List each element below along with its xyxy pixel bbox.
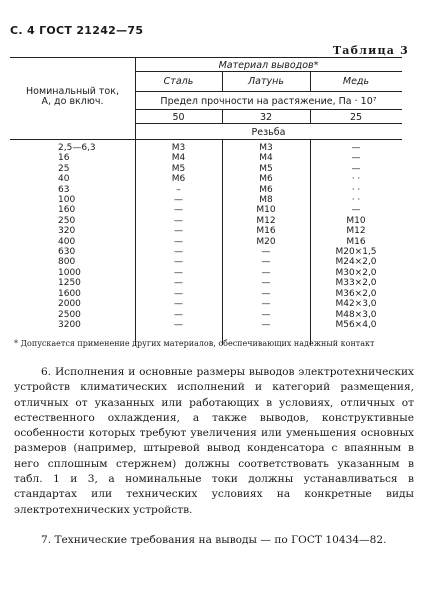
current-cell: 25 (58, 163, 70, 174)
current-cell: 2,5—6,3 (58, 143, 96, 153)
current-cell: 1600 (58, 288, 81, 299)
copper-cell: · · (351, 174, 361, 185)
current-cell: 63 (58, 184, 70, 195)
steel-cell: М5 (171, 163, 186, 174)
current-column (58, 143, 128, 330)
copper-cell: М36×2,0 (335, 288, 377, 299)
brass-cell: — (261, 267, 271, 278)
brass-column (222, 143, 310, 330)
brass-cell: М6 (259, 184, 273, 195)
material-header: Материал выводов* (218, 60, 319, 71)
copper-cell: · · (351, 195, 361, 206)
current-cell: 250 (58, 215, 76, 226)
current-cell: 630 (58, 247, 76, 258)
brass-cell: М4 (259, 153, 273, 164)
current-cell: 320 (58, 226, 76, 237)
table-top-rule (10, 57, 402, 58)
row-header-line-2: А, до включ. (41, 96, 104, 107)
names-rule (135, 91, 402, 92)
brass-cell: — (261, 288, 271, 299)
strength-copper: 25 (349, 112, 363, 123)
page-header: С. 4 ГОСТ 21242—75 (10, 24, 144, 37)
copper-cell: М42×3,0 (335, 299, 377, 310)
brass-cell: М20 (256, 236, 276, 247)
copper-cell: М10 (346, 215, 366, 226)
copper-cell: М48×3,0 (335, 309, 377, 320)
current-cell: 1000 (58, 267, 81, 278)
steel-cell: – (176, 184, 181, 195)
copper-cell: М56×4,0 (335, 319, 377, 330)
copper-cell: М30×2,0 (335, 267, 377, 278)
copper-cell: — (351, 163, 361, 174)
strength-rule (135, 109, 402, 110)
current-cell: 40 (58, 174, 70, 185)
brass-cell: — (261, 319, 271, 330)
brass-cell: — (261, 278, 271, 289)
material-rule (135, 71, 402, 72)
steel-cell: — (174, 309, 183, 320)
copper-cell: М12 (346, 226, 366, 237)
current-cell: 400 (58, 236, 76, 247)
current-cell: 3200 (58, 319, 81, 330)
thread-header: Резьба (251, 127, 286, 138)
current-cell: 2000 (58, 299, 81, 310)
copper-cell: — (351, 143, 361, 153)
copper-cell: М24×2,0 (335, 257, 377, 268)
material-steel: Сталь (163, 76, 194, 87)
steel-cell: М3 (171, 143, 186, 153)
row-header (10, 87, 135, 107)
material-brass: Латунь (248, 76, 284, 87)
values-rule (135, 123, 402, 124)
current-cell: 800 (58, 257, 76, 268)
steel-cell: — (174, 267, 183, 278)
current-cell: 2500 (58, 309, 81, 320)
steel-cell: — (174, 257, 183, 268)
paragraph-6: 6. Исполнения и основные размеры выводов электротехнических устройств климатических исполнений и категорий размещения, отличных от указанных или работающих в условиях, отличных от естественного охлаждения, а также выводов, конструктивные особенности которых требуют увеличения или уменьшения основных размеров (например, штыревой вывод конденсатора с впаянным в него сплошным стержнем) должны соответствовать указанным в табл. 1 и 3, а номинальные токи должны устанавливаться в стандартах или технических условиях на конкретные виды электротехнических устройств. (14, 366, 414, 516)
steel-cell: — (174, 205, 183, 216)
brass-cell: — (261, 309, 271, 320)
steel-cell: — (174, 288, 183, 299)
steel-cell: — (174, 226, 183, 237)
steel-cell: — (174, 215, 183, 226)
current-cell: 160 (58, 205, 76, 216)
brass-cell: М16 (256, 226, 276, 237)
steel-cell: — (174, 195, 183, 206)
copper-column (310, 143, 402, 330)
steel-cell: М6 (171, 174, 186, 185)
brass-cell: М12 (256, 215, 276, 226)
copper-cell: · · (351, 184, 361, 195)
copper-cell: М16 (346, 236, 366, 247)
brass-cell: М5 (259, 163, 273, 174)
paragraph-7: 7. Технические требования на выводы — по ГОСТ 10434—82. (41, 534, 387, 546)
brass-cell: М10 (256, 205, 276, 216)
brass-cell: М6 (259, 174, 273, 185)
table-title: Таблица 3 (332, 44, 409, 57)
steel-cell: — (174, 319, 183, 330)
steel-cell: — (174, 278, 183, 289)
steel-cell: М4 (171, 153, 186, 164)
brass-cell: — (261, 299, 271, 310)
header-bottom-rule (10, 139, 402, 140)
current-cell: 100 (58, 195, 76, 206)
strength-header: Предел прочности на растяжение, Па · 10⁷ (160, 96, 377, 107)
copper-cell: — (351, 205, 361, 216)
steel-column (135, 143, 222, 330)
steel-cell: — (174, 299, 183, 310)
strength-brass: 32 (259, 112, 273, 123)
brass-cell: — (261, 257, 271, 268)
copper-cell: М20×1,5 (335, 247, 377, 258)
brass-cell: — (261, 247, 271, 258)
current-cell: 1250 (58, 278, 81, 289)
table-3 (10, 57, 402, 345)
copper-cell: — (351, 153, 361, 164)
row-header-line-1: Номинальный ток, (25, 86, 119, 97)
material-copper: Медь (342, 76, 370, 87)
brass-cell: М3 (259, 143, 273, 153)
brass-cell: М8 (259, 195, 273, 206)
table-footnote: * Допускается применение других материалов, обеспечивающих надежный контакт (14, 339, 375, 348)
strength-steel: 50 (172, 112, 185, 123)
steel-cell: — (174, 247, 183, 258)
current-cell: 16 (58, 153, 70, 164)
copper-cell: М33×2,0 (335, 278, 377, 289)
steel-cell: — (174, 236, 183, 247)
